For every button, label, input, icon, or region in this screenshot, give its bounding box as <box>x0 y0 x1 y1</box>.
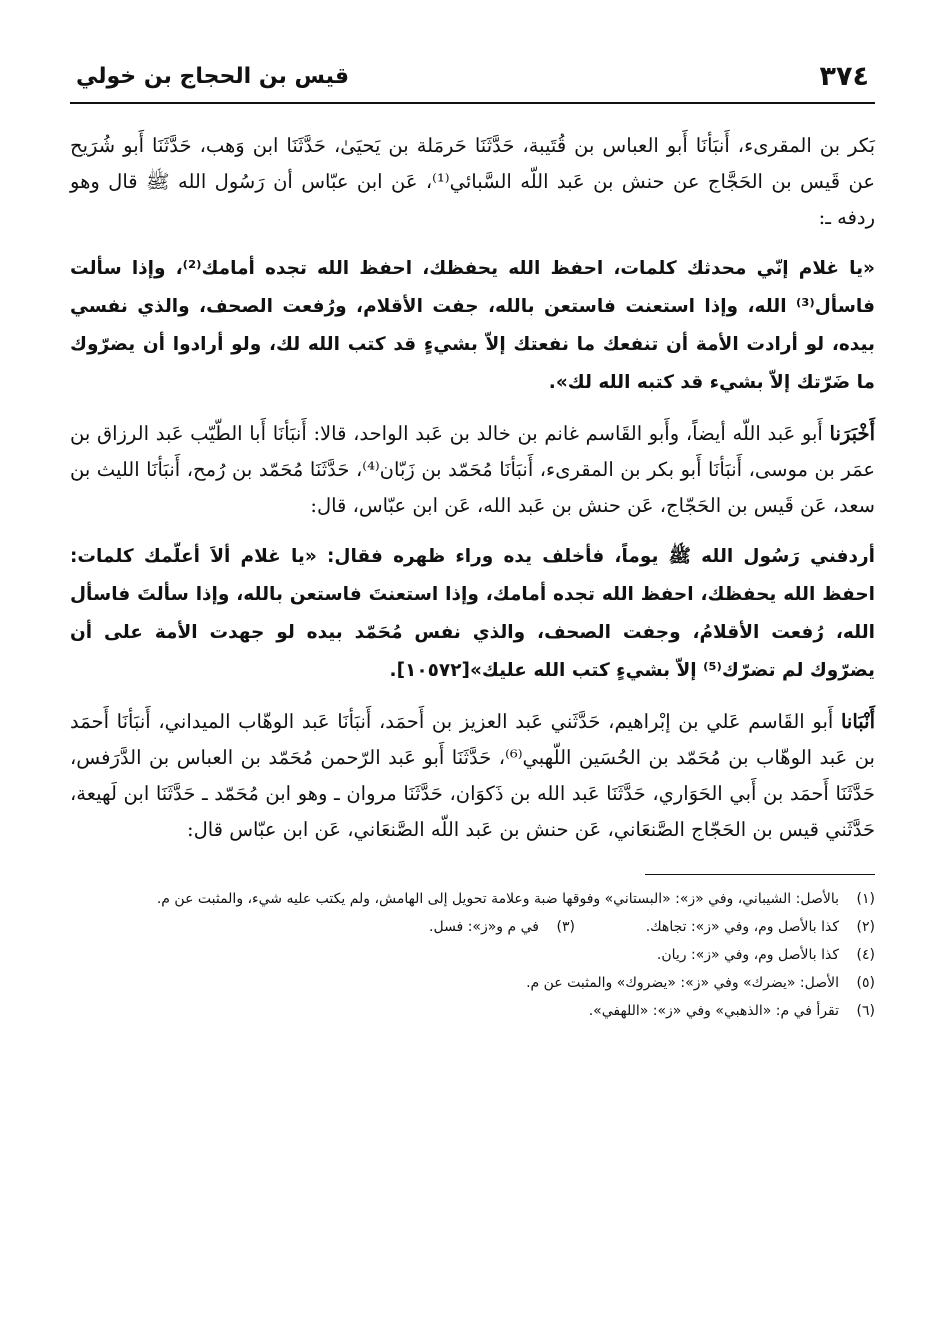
footnote-number: (١) <box>856 891 875 907</box>
paragraph-isnad-1 <box>70 128 875 236</box>
paragraph-hadith-2 <box>70 538 875 690</box>
paragraph-text: أَبو عَبد اللّه أيضاً، وأَبو القَاسم غانم بن خالد بن عَبد الواحد، قالا: أَنبَأنَا أَبا الطّيّب عَبد الرزاق بن عمَر بن موسى، أَنبَأنَا أَبو بكر بن المقرىء، أَنبَأنَا مُحَمّد بن زَبّان⁽⁴⁾، حَدَّثَنَا مُحَمّد بن رُمح، أَنبَأنَا الليث بن سعد، عَن قَيس بن الحَجّاج، عَن حنش بن عَبد الله، عَن ابن عبّاس، قال: <box>70 422 875 517</box>
paragraph-hadith-1 <box>70 250 875 402</box>
footnote-text: كذا بالأصل وم، وفي «ز»: ريان. <box>656 947 839 963</box>
page-header <box>70 50 875 104</box>
footnote-5 <box>70 969 875 997</box>
footnote-6 <box>70 997 875 1025</box>
footnote-2 <box>575 913 875 941</box>
footnote-1 <box>70 885 875 913</box>
paragraph-isnad-2 <box>70 416 875 524</box>
book-page <box>70 50 875 1310</box>
paragraph-text: أَبو القَاسم عَلي بن إبْراهيم، حَدَّثَني عَبد العزيز بن أَحمَد، أَنبَأنَا عَبد الوهّاب الميداني، أَنبَأنَا أَحمَد بن عَبد الوهّاب بن مُحَمّد بن الحُسَين اللّهبي⁽⁶⁾، حَدَّثَنَا أَبو عَبد الرّحمن مُحَمّد بن العباس بن الدَّرَفس، حَدَّثَنَا أَحمَد بن أَبي الحَوَاري، حَدَّثَنَا عَبد الله بن ذَكوَان، حَدَّثَنَا مروان ـ وهو ابن مُحَمّد ـ حَدَّثَنَا ابن لَهيعة، حَدَّثَني قيس بن الحَجّاج الصَّنعَاني، عَن حنش بن عَبد اللّه الصَّنعَاني، عَن ابن عبّاس قال: <box>70 710 875 841</box>
footnote-number: (٢) <box>856 919 875 935</box>
paragraph-lead-word: أَخْبَرَنا <box>829 422 875 445</box>
footnote-text: كذا بالأصل وم، وفي «ز»: تجاهك. <box>645 919 839 935</box>
paragraph-text: أردفني رَسُول الله ﷺ يوماً، فأخلف يده وراء ظهره فقال: «يا غلام ألاَ أعلّمك كلمات: احفظ الله يحفظك، احفظ الله تجده أمامك، وإذا استعنتَ فاستعن بالله، وإذا سألتَ فاسأل الله، رُفعت الأقلامُ، وجفت الصحف، والذي نفس مُحَمّد بيده لو جهدت الأمة على أن يضرّوك لم تضرّك⁽⁵⁾ إلاّ بشيءٍ كتب الله عليك»[١٠٥٧٢]. <box>70 546 875 681</box>
footnote-number: (٤) <box>856 947 875 963</box>
paragraph-text: بَكر بن المقرىء، أَنبَأنَا أَبو العباس بن قُتَيبة، حَدَّثَنَا حَرمَلة بن يَحيَىٰ، حَدَّثَنَا ابن وَهب، حَدَّثَنَا أَبو شُرَيح عن قَيس بن الحَجَّاج عن حنش بن عَبد اللّه السَّبائي⁽¹⁾، عَن ابن عبّاس أن رَسُول الله ﷺ قال وهو ردفه ـ: <box>70 134 875 229</box>
footnote-number: (٦) <box>856 1003 875 1019</box>
footnote-separator <box>645 874 875 875</box>
footnote-row <box>70 913 875 941</box>
footnote-3 <box>429 913 575 941</box>
paragraph-isnad-3 <box>70 704 875 848</box>
footnote-text: تقرأ في م: «الذهبي» وفي «ز»: «اللهفي». <box>588 1003 839 1019</box>
footnote-number: (٥) <box>856 975 875 991</box>
page-number: ٣٧٤ <box>819 60 869 92</box>
footnote-text: الأصل: «يضرك» وفي «ز»: «يضروك» والمثبت عن م. <box>526 975 839 991</box>
footnote-text: في م و«ز»: فسل. <box>429 919 539 935</box>
main-text <box>70 128 875 848</box>
footnote-4 <box>70 941 875 969</box>
running-title: قيس بن الحجاج بن خولي <box>76 63 350 89</box>
paragraph-lead-word: أَنْبَانا <box>840 710 875 733</box>
footnote-text: بالأصل: الشيباني، وفي «ز»: «البستاني» وفوقها ضبة وعلامة تحويل إلى الهامش، ولم يكتب عليه شيء، والمثبت عن م. <box>156 891 839 907</box>
footnote-number: (٣) <box>556 919 575 935</box>
paragraph-text: «يا غلام إنّي محدثك كلمات، احفظ الله يحفظك، احفظ الله تجده أمامك⁽²⁾، وإذا سألت فاسأل⁽³⁾ الله، وإذا استعنت فاستعن بالله، جفت الأقلام، ورُفعت الصحف، والذي نفسي بيده، لو أرادت الأمة أن تنفعك ما نفعتك إلاّ بشيءٍ قد كتب الله لك، ولو أرادوا أن يضرّوك ما ضَرّتك إلاّ بشيء قد كتبه الله لك». <box>70 258 875 393</box>
footnotes <box>70 885 875 1025</box>
